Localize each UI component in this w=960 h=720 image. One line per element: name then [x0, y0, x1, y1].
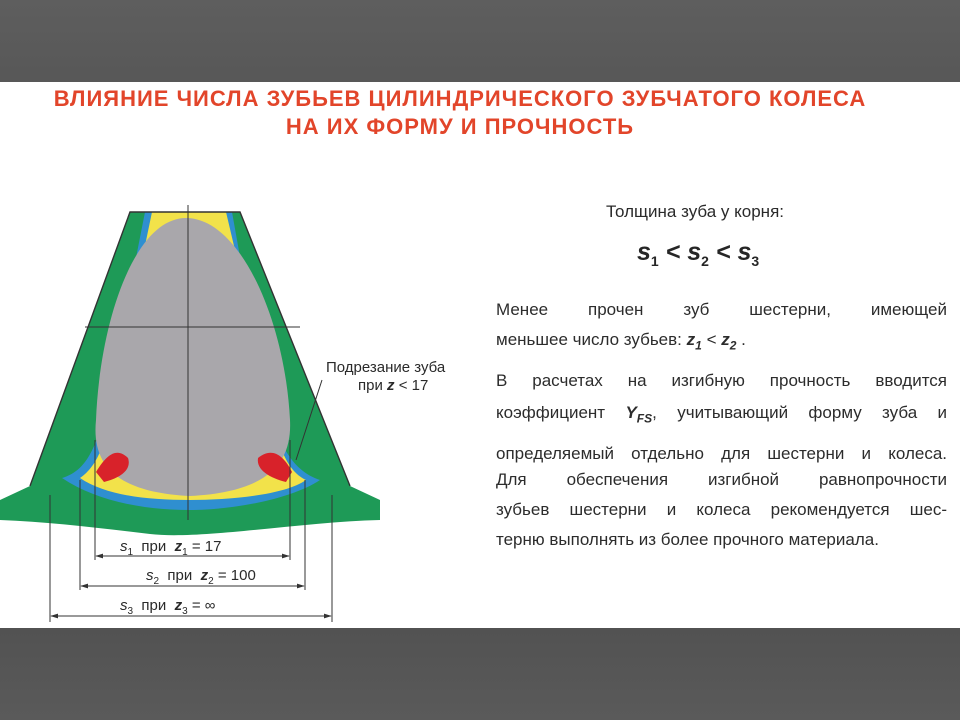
- paragraph-weaker-tooth: [496, 295, 947, 360]
- slide: [0, 82, 960, 628]
- paragraph-line: коэффициент $Y_{FS}$, учитывающий форму зуба и: [496, 403, 947, 426]
- paragraph-line: меньшее число зубьев: $z_1 < z_2$ .: [496, 330, 746, 353]
- dimension-label-s2: $s_2$ при $z_2 = 100$: [146, 567, 256, 587]
- paragraph-line: Менее прочен зуб шестерни, имеющей: [496, 300, 947, 319]
- paragraph-yfs-coefficient: [496, 366, 947, 469]
- paragraph-material-recommendation: [496, 465, 947, 555]
- dimension-label-s1: $s_1$ при $z_1 = 17$: [120, 538, 222, 558]
- undercut-note-line2: при z < 17: [358, 377, 429, 394]
- thickness-inequality: $s_1 < s_2 < s_3$: [637, 238, 760, 269]
- paragraph-line: определяемый отдельно для шестерни и колеса.: [496, 444, 947, 464]
- slide-title-line2: НА ИХ ФОРМУ И ПРОЧНОСТЬ: [285, 114, 635, 139]
- paragraph-line: зубьев шестерни и колеса рекомендуется шес-: [496, 500, 947, 519]
- paragraph-line: В расчетах на изгибную прочность вводится: [496, 371, 947, 390]
- undercut-note-line1: Подрезание зуба: [326, 359, 446, 376]
- slide-title-line1: ВЛИЯНИЕ ЧИСЛА ЗУБЬЕВ ЦИЛИНДРИЧЕСКОГО ЗУБЧАТОГО КОЛЕСА: [53, 86, 867, 111]
- dimension-label-s3: $s_3$ при $z_3$ = ∞: [120, 597, 216, 617]
- paragraph-line: Для обеспечения изгибной равнопрочности: [496, 470, 947, 489]
- tooth-thickness-label: Толщина зуба у корня:: [606, 202, 785, 221]
- paragraph-line: терню выполнять из более прочного материала.: [496, 530, 879, 549]
